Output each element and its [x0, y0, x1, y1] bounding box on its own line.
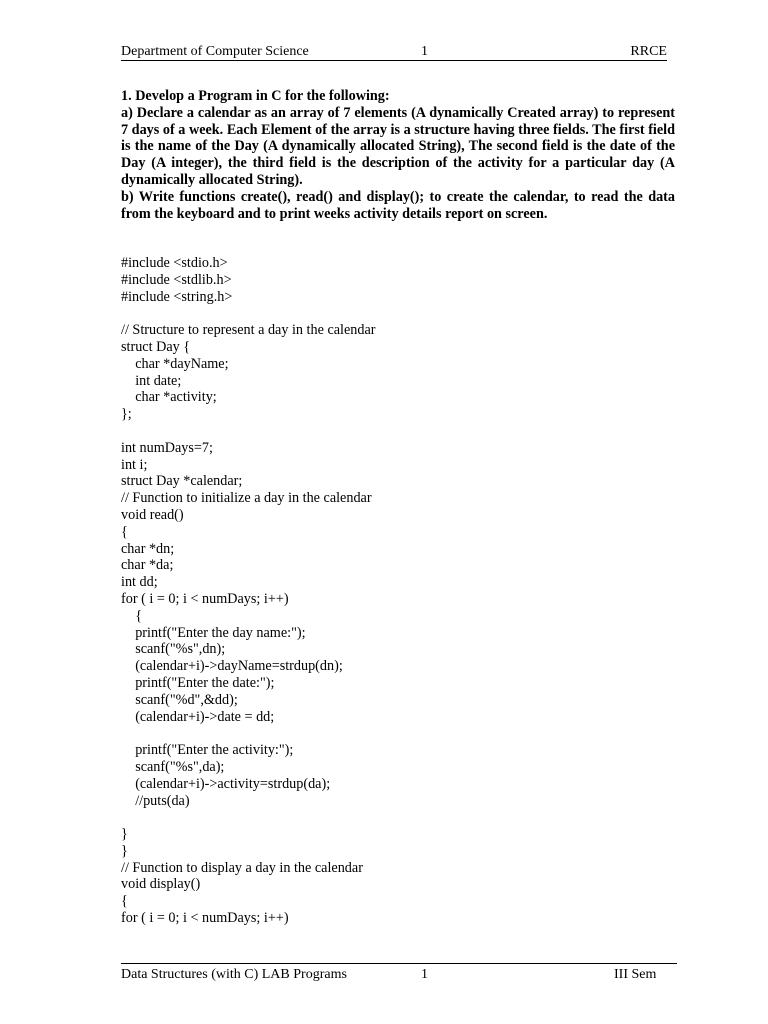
- footer-page-number: 1: [421, 967, 428, 982]
- code-line: // Function to initialize a day in the calendar: [121, 490, 372, 507]
- code-line: }: [121, 842, 128, 859]
- code-line: {: [121, 523, 128, 540]
- code-line: for ( i = 0; i < numDays; i++): [121, 910, 289, 927]
- code-line: (calendar+i)->date = dd;: [121, 708, 275, 725]
- code-line: scanf("%s",da);: [121, 758, 225, 775]
- code-line: for ( i = 0; i < numDays; i++): [121, 590, 289, 607]
- code-line: [121, 725, 681, 742]
- code-line: int date;: [121, 372, 182, 389]
- code-line: int i;: [121, 456, 148, 473]
- code-line: int numDays=7;: [121, 439, 213, 456]
- code-line: char *dn;: [121, 540, 175, 557]
- question-part-a: a) Declare a calendar as an array of 7 elements (A dynamically Created array) to represent 7 days of a week. Each Element of the array is a structure having three fields. The first field is the name of the Day (A dynamically allocated String), The second field is the date of the Day (A integer), the third field is the description of the activity for a particular day (A dynamically allocated String).: [121, 104, 675, 188]
- code-line: printf("Enter the day name:");: [121, 624, 306, 641]
- code-line: #include <stdio.h>: [121, 255, 228, 271]
- code-line: char *activity;: [121, 389, 217, 406]
- footer-course: Data Structures (with C) LAB Programs: [121, 967, 347, 982]
- code-line: struct Day *calendar;: [121, 473, 243, 490]
- code-line: scanf("%d",&dd);: [121, 691, 238, 708]
- code-line: //puts(da): [121, 792, 190, 809]
- code-line: }: [121, 826, 128, 843]
- code-line: [121, 423, 681, 440]
- code-line: #include <stdlib.h>: [121, 271, 232, 288]
- code-line: [121, 809, 681, 826]
- code-line: (calendar+i)->activity=strdup(da);: [121, 775, 331, 792]
- question-block: [121, 88, 675, 222]
- code-line: char *dayName;: [121, 355, 229, 372]
- page-header: [121, 44, 667, 61]
- page-footer: [121, 963, 677, 982]
- question-title: 1. Develop a Program in C for the following:: [121, 88, 390, 104]
- code-line: struct Day {: [121, 338, 191, 355]
- code-line: void display(): [121, 876, 201, 893]
- code-block: [121, 255, 681, 927]
- code-line: char *da;: [121, 557, 174, 574]
- code-line: };: [121, 406, 132, 423]
- code-line: void read(): [121, 506, 184, 523]
- code-line: #include <string.h>: [121, 288, 233, 305]
- code-line: // Structure to represent a day in the calendar: [121, 322, 376, 339]
- question-part-b: b) Write functions create(), read() and display(); to create the calendar, to read the data from the keyboard and to print weeks activity details report on screen.: [121, 188, 675, 222]
- code-line: printf("Enter the activity:");: [121, 742, 294, 759]
- code-line: int dd;: [121, 574, 158, 591]
- header-page-number: 1: [421, 44, 428, 59]
- code-line: {: [121, 893, 128, 910]
- code-line: (calendar+i)->dayName=strdup(dn);: [121, 658, 343, 675]
- code-line: scanf("%s",dn);: [121, 641, 226, 658]
- code-line: printf("Enter the date:");: [121, 674, 275, 691]
- header-department: Department of Computer Science: [121, 44, 309, 59]
- code-line: {: [121, 607, 142, 624]
- footer-semester: III Sem: [614, 967, 657, 982]
- code-line: // Function to display a day in the calendar: [121, 859, 363, 876]
- header-college: RRCE: [630, 44, 667, 59]
- code-line: [121, 305, 681, 322]
